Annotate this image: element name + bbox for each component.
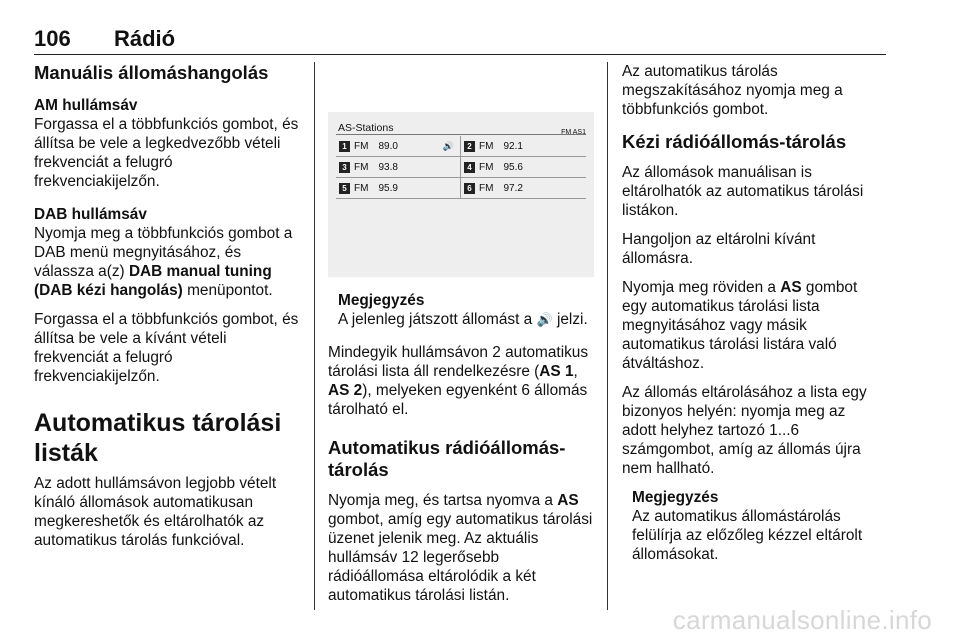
preset-band: FM	[479, 182, 494, 194]
station-preset[interactable]	[461, 157, 586, 177]
as1-label: AS 1	[539, 363, 574, 380]
dab-text-end: menüpontot.	[182, 282, 273, 299]
station-preset[interactable]	[461, 178, 586, 198]
column-1	[34, 62, 300, 560]
station-preset[interactable]	[336, 157, 461, 177]
station-row	[336, 157, 586, 178]
dab-band-text	[34, 224, 300, 300]
preset-frequency: 93.8	[378, 161, 398, 173]
preset-band: FM	[479, 161, 494, 173]
note-text-start: A jelenleg játszott állomást a	[338, 311, 537, 328]
dab-tuning-text: Forgassa el a többfunkciós gombot, és állítsa be vele a kívánt vételi frekvenciát a felugró frekvenciakijelzőn.	[34, 311, 299, 385]
autostore-lists-text: Az adott hullámsávon legjobb vételt kínáló állomások automatikusan megkereshetők és eltárolhatók az automatikus tárolás funkcióval.	[34, 475, 277, 549]
column-2	[328, 62, 594, 615]
speaker-icon: 🔊	[536, 312, 553, 327]
screen-title-line	[336, 134, 586, 135]
station-row	[336, 178, 586, 199]
note-title-2: Megjegyzés	[632, 489, 719, 506]
column-3	[622, 62, 882, 578]
station-preset[interactable]	[461, 136, 586, 156]
watermark: carmanualsonline.info	[672, 605, 932, 635]
manual-storage-heading: Kézi rádióállomás-tárolás	[622, 131, 847, 152]
station-grid	[336, 136, 586, 199]
note-text	[338, 310, 594, 329]
comma: ,	[573, 363, 578, 380]
manual-storage-p4: Az állomás eltárolásához a lista egy bizonyos helyén: nyomja meg az adott helyhez tartozó 1...6 számgombot, amíg az állomás újra nem hallható.	[622, 384, 867, 477]
preset-band: FM	[354, 140, 369, 152]
p3-end: gombot egy automatikus tárolási lista megnyitásához vagy másik automatikus tárolási listára való átváltáshoz.	[622, 279, 858, 372]
preset-band: FM	[354, 161, 369, 173]
preset-number: 2	[464, 141, 475, 152]
preset-frequency: 97.2	[503, 182, 523, 194]
chapter-title: Rádió	[114, 26, 176, 51]
lists-text-end: ), melyeken egyenként 6 állomás tárolható el.	[328, 382, 588, 418]
autostore-lists-heading: Automatikus tárolási listák	[34, 409, 282, 467]
preset-number: 5	[339, 183, 350, 194]
note-box-2	[632, 488, 882, 564]
auto-storage-heading: Automatikus rádióállomás-tárolás	[328, 437, 566, 480]
preset-band: FM	[354, 182, 369, 194]
am-band-text: Forgassa el a többfunkciós gombot, és állítsa be vele a legkedvezőbb vételi frekvenciát a felugró frekvenciakijelzőn.	[34, 116, 299, 190]
column-divider-2	[607, 62, 608, 610]
preset-frequency: 95.9	[378, 182, 398, 194]
page-number: 106	[34, 26, 71, 51]
am-band-title: AM hullámsáv	[34, 97, 138, 114]
page-header	[34, 24, 886, 55]
as-button-label: AS	[557, 492, 579, 509]
as-stations-screen	[328, 112, 594, 277]
dab-band-title: DAB hullámsáv	[34, 206, 147, 223]
as-button-label: AS	[780, 279, 802, 296]
preset-frequency: 95.6	[503, 161, 523, 173]
station-preset[interactable]	[336, 136, 461, 156]
manual-storage-p3	[622, 278, 882, 373]
lists-text	[328, 343, 594, 419]
manual-tuning-heading: Manuális állomáshangolás	[34, 62, 269, 83]
station-preset[interactable]	[336, 178, 461, 198]
lists-text-start: Mindegyik hullámsávon 2 automatikus tárolási lista áll rendelkezésre (	[328, 344, 589, 380]
note-box	[338, 291, 594, 329]
p3-start: Nyomja meg röviden a	[622, 279, 781, 296]
dab-text-start: Nyomja meg a többfunkciós gombot a DAB menü megnyitásához, és válassza a(z)	[34, 225, 293, 280]
preset-number: 3	[339, 162, 350, 173]
press-text-end: gombot, amíg egy automatikus tárolási üzenet jelenik meg. Az aktuális hullámsáv 12 legerősebb rádióállomása eltárolódik a két automatikus tárolási listán.	[328, 511, 593, 604]
note-text-end: jelzi.	[552, 311, 588, 328]
manual-storage-p2: Hangoljon az eltárolni kívánt állomásra.	[622, 231, 816, 267]
screen-title: AS-Stations	[338, 122, 394, 134]
screen-tab-label: FM AS1	[561, 129, 586, 136]
auto-storage-text	[328, 491, 594, 605]
speaker-icon: 🔊	[442, 140, 454, 151]
stop-autostore-text: Az automatikus tárolás megszakításához nyomja meg a többfunkciós gombot.	[622, 63, 843, 118]
preset-band: FM	[479, 140, 494, 152]
preset-number: 4	[464, 162, 475, 173]
as2-label: AS 2	[328, 382, 363, 399]
note-text-2: Az automatikus állomástárolás felülírja az előzőleg kézzel eltárolt állomásokat.	[632, 508, 863, 563]
station-row	[336, 136, 586, 157]
press-text-start: Nyomja meg, és tartsa nyomva a	[328, 492, 558, 509]
note-title: Megjegyzés	[338, 292, 425, 309]
preset-number: 6	[464, 183, 475, 194]
manual-storage-p1: Az állomások manuálisan is eltárolhatók az automatikus tárolási listákon.	[622, 164, 864, 219]
preset-number: 1	[339, 141, 350, 152]
dab-manual-tuning-label: DAB manual tuning (DAB kézi hangolás)	[34, 263, 272, 299]
preset-frequency: 89.0	[378, 140, 398, 152]
column-divider-1	[314, 62, 315, 610]
preset-frequency: 92.1	[503, 140, 523, 152]
